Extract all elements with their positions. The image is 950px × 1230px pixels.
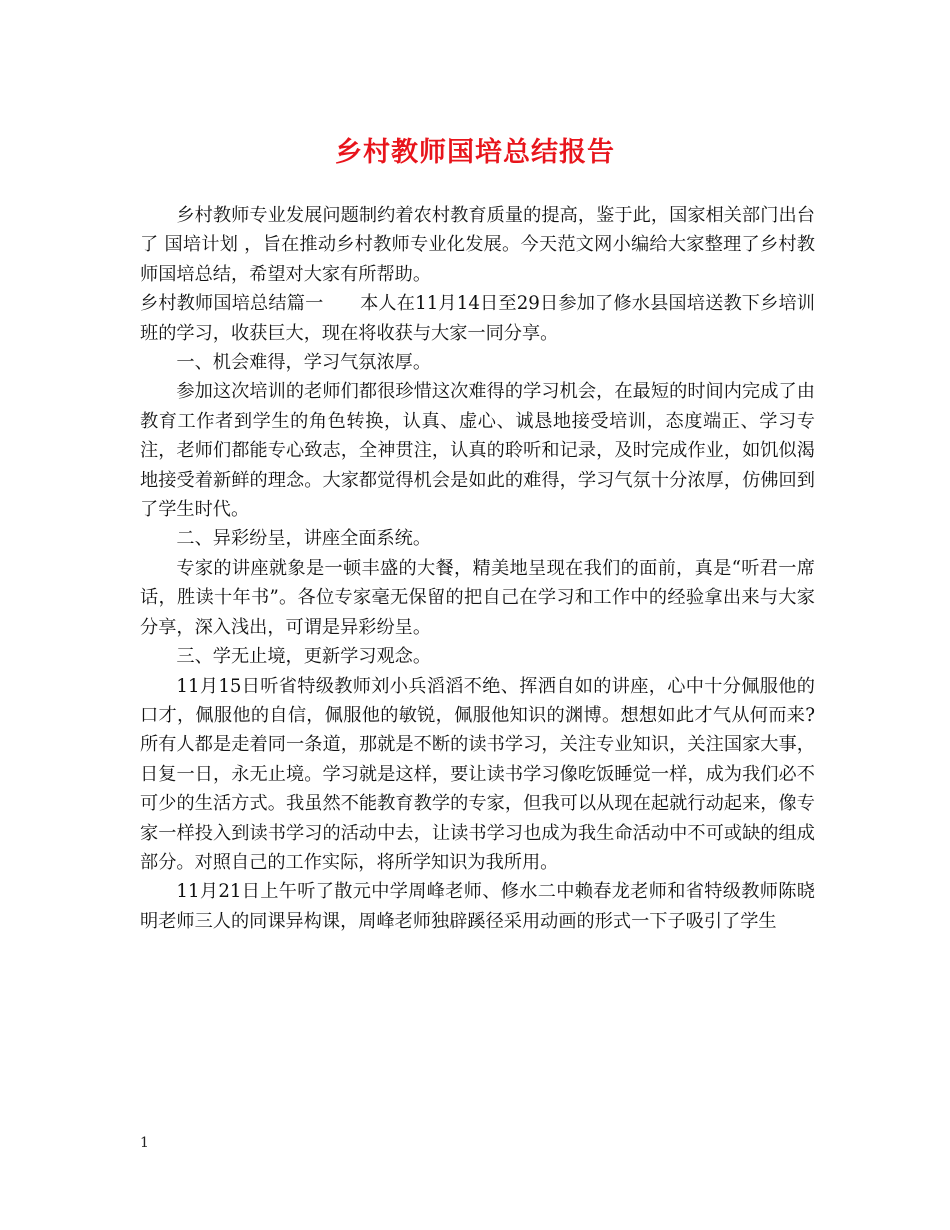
paragraph-1: 参加这次培训的老师们都很珍惜这次难得的学习机会，在最短的时间内完成了由教育工作者到学生的角色转换，认真、虚心、诚恳地接受培训，态度端正、学习专注，老师们都能专心致志，全神贯注，认真的聆听和记录，及时完成作业，如饥似渴地接受着新鲜的理念。大家都觉得机会是如此的难得，学习气氛十分浓厚，仿佛回到了学生时代。 (140, 381, 815, 521)
paragraph-2: 专家的讲座就象是一顿丰盛的大餐，精美地呈现在我们的面前，真是“听君一席话，胜读十年书”。各位专家毫无保留的把自己在学习和工作中的经验拿出来与大家分享，深入浅出，可谓是异彩纷呈。 (140, 557, 815, 638)
paragraph-4: 11月21日上午听了散元中学周峰老师、修水二中赖春龙老师和省特级教师陈晓明老师三人的同课异构课，周峰老师独辟蹊径采用动画的形式一下子吸引了学生 (140, 881, 815, 932)
paragraph-3: 11月15日听省特级教师刘小兵滔滔不绝、挥洒自如的讲座，心中十分佩服他的口才，佩服他的自信，佩服他的敏锐，佩服他知识的渊博。想想如此才气从何而来?所有人都是走着同一条道，那就是不断的读书学习，关注专业知识，关注国家大事，日复一日，永无止境。学习就是这样，要让读书学习像吃饭睡觉一样，成为我们必不可少的生活方式。我虽然不能教育教学的专家，但我可以从现在起就行动起来，像专家一样投入到读书学习的活动中去，让读书学习也成为我生命活动中不可或缺的组成部分。对照自己的工作实际，将所学知识为我所用。 (140, 675, 815, 873)
section-heading-3: 三、学无止境，更新学习观念。 (176, 646, 432, 668)
paragraph-part-one-heading: 乡村教师国培总结篇一 本人在11月14日至29日参加了修水县国培送教下乡培训班的学习，收获巨大，现在将收获与大家一同分享。 (140, 293, 815, 344)
paragraph-intro: 乡村教师专业发展问题制约着农村教育质量的提高，鉴于此，国家相关部门出台了 国培计划 ，旨在推动乡村教师专业化发展。今天范文网小编给大家整理了乡村教师国培总结，希望对大家有所帮助。 (140, 205, 815, 285)
section-heading-1: 一、机会难得，学习气氛浓厚。 (176, 352, 432, 374)
document-title: 乡村教师国培总结报告 (335, 137, 615, 168)
page-number: 1 (140, 1135, 149, 1151)
document-body (140, 201, 815, 936)
section-heading-2: 二、异彩纷呈，讲座全面系统。 (176, 528, 432, 550)
